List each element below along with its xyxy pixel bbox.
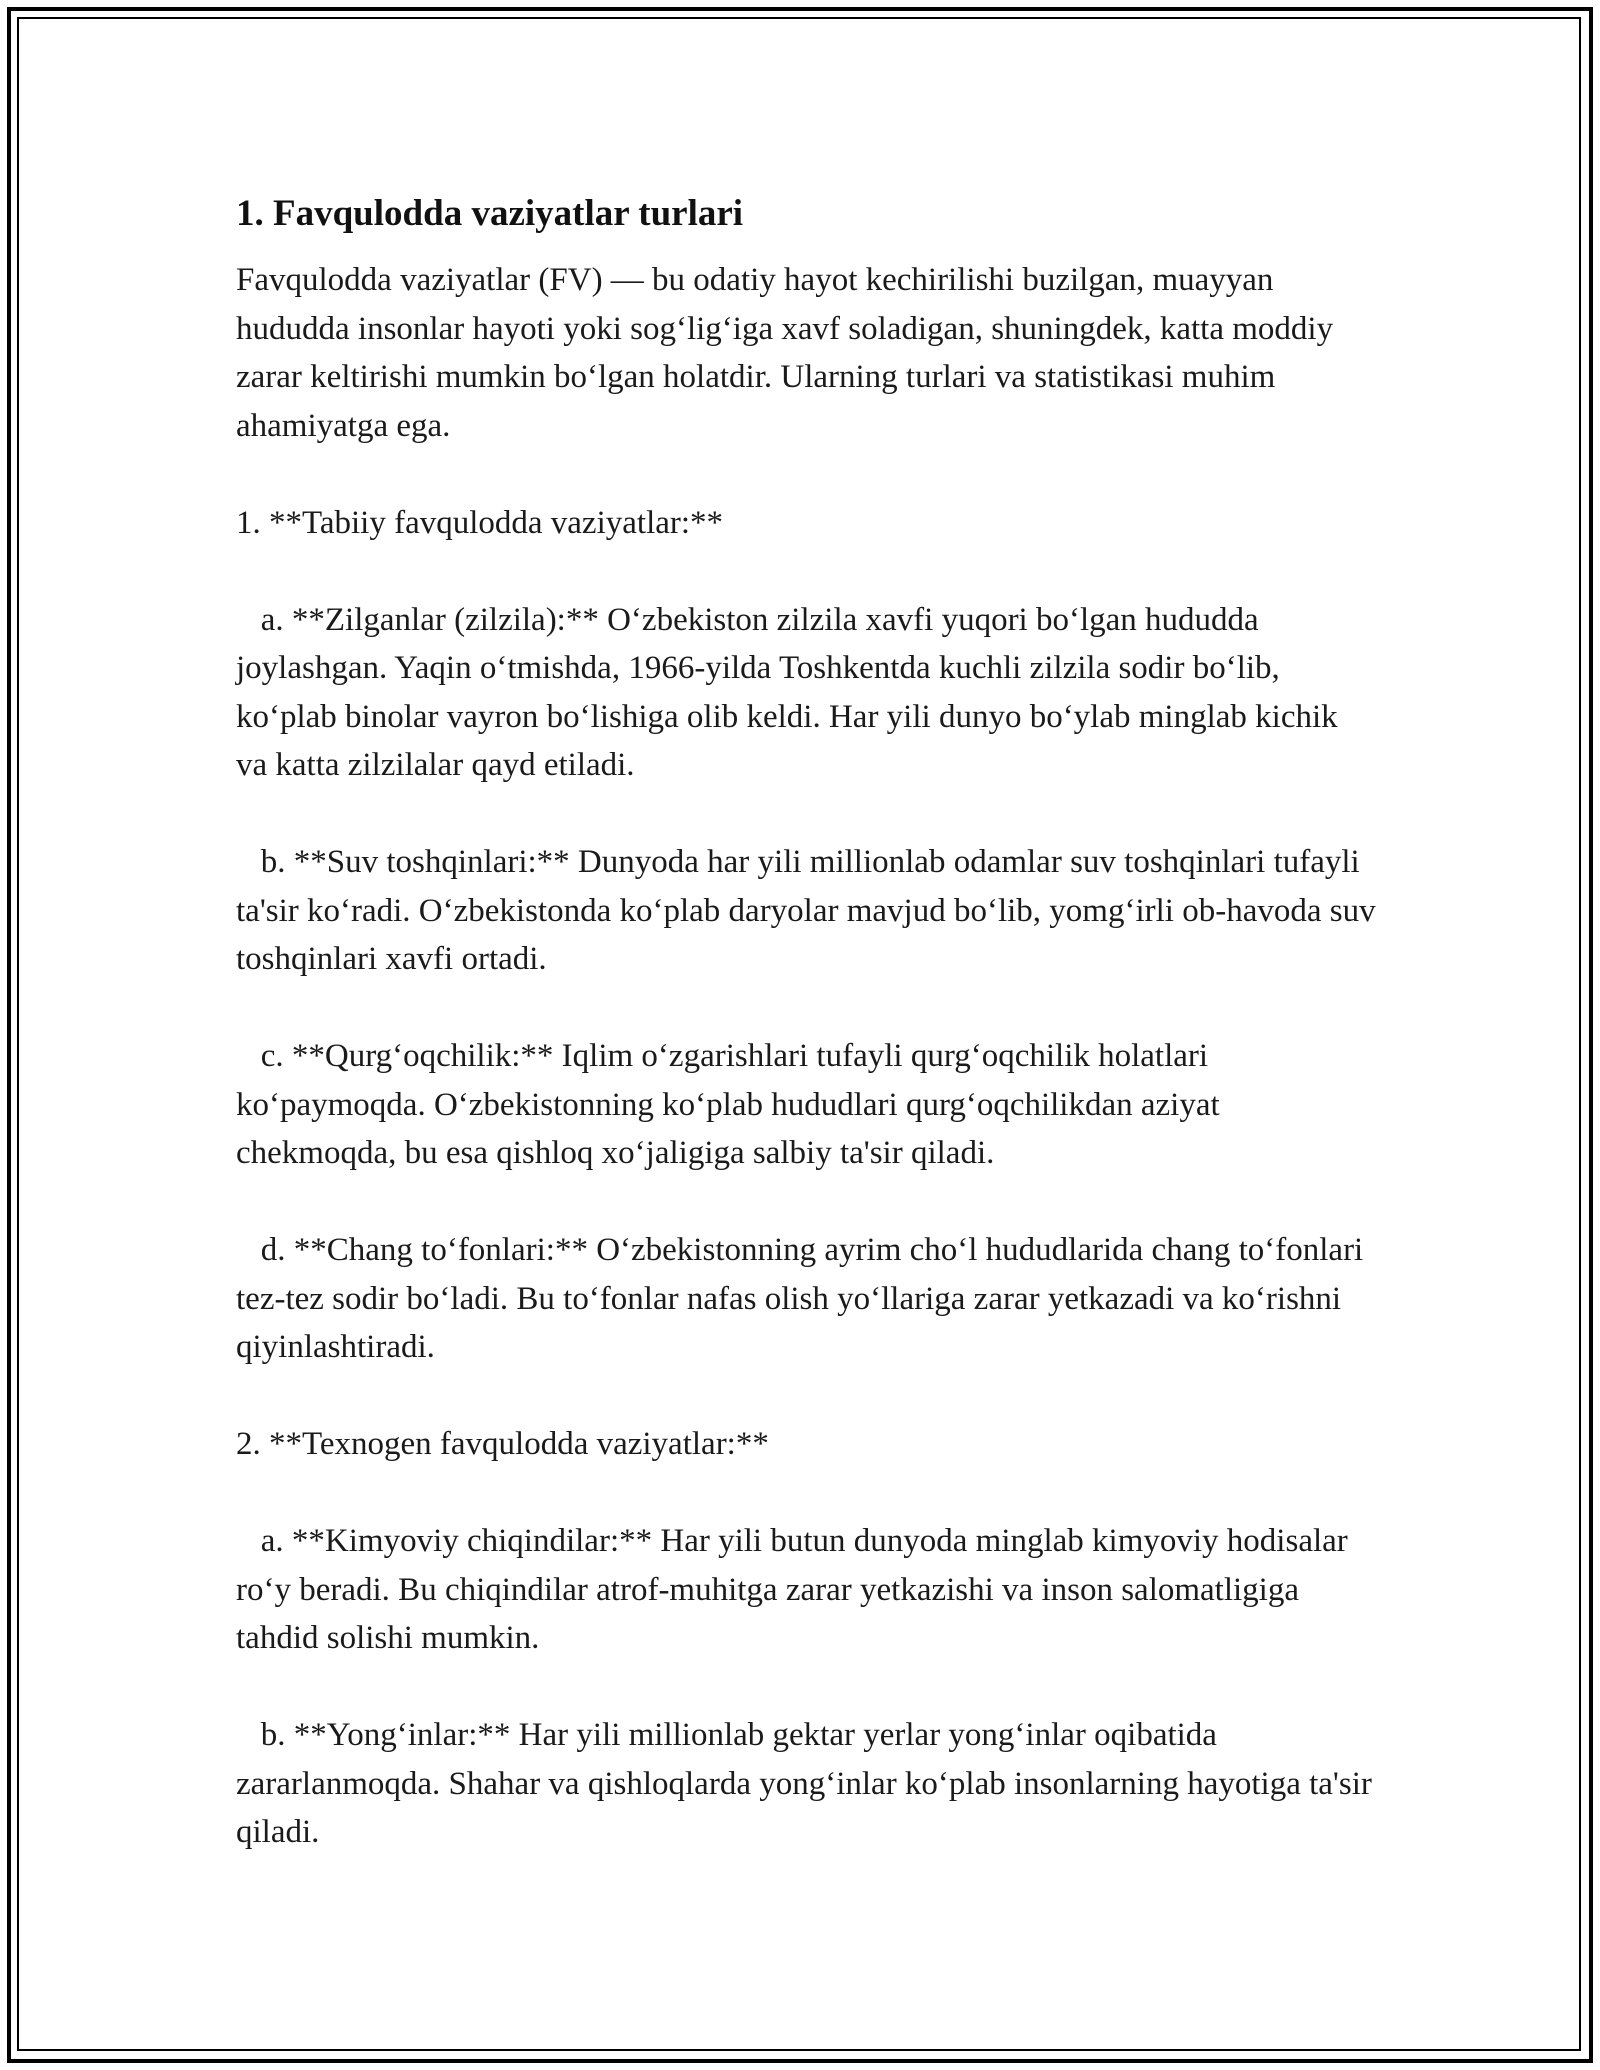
paragraph-spacer (236, 984, 1376, 1033)
paragraph-spacer (236, 450, 1376, 499)
list-item-chemical-waste: a. **Kimyoviy chiqindilar:** Har yili butun dunyoda minglab kimyoviy hodisalar ro‘y beradi. Bu chiqindilar atrof-muhitga zarar yetkazishi va inson salomatligiga tahdid solishi mumkin. (236, 1523, 1357, 1656)
list-item-dust-storms: d. **Chang to‘fonlari:** O‘zbekistonning ayrim cho‘l hududlarida chang to‘fonlari tez-tez sodir bo‘ladi. Bu to‘fonlar nafas olish yo‘llariga zarar yetkazadi va ko‘rishni qiyinlashtiradi. (236, 1232, 1372, 1365)
paragraph-spacer (236, 1372, 1376, 1421)
list-heading-technogenic: 2. **Texnogen favqulodda vaziyatlar:** (236, 1426, 769, 1462)
intro-paragraph: Favqulodda vaziyatlar (FV) — bu odatiy hayot kechirilishi buzilgan, muayyan hududda insonlar hayoti yoki sog‘lig‘iga xavf soladigan, shuningdek, katta moddiy zarar keltirishi mumkin bo‘lgan holatdir. Ularning turlari va statistikasi muhim ahamiyatga ega. (236, 262, 1342, 444)
paragraph-spacer (236, 547, 1376, 596)
paragraph-spacer (236, 790, 1376, 839)
list-item-earthquakes: a. **Zilganlar (zilzila):** O‘zbekiston zilzila xavfi yuqori bo‘lgan hududda joylashgan. Yaqin o‘tmishda, 1966-yilda Toshkentda kuchli zilzila sodir bo‘lib, ko‘plab binolar vayron bo‘lishiga olib keldi. Har yili dunyo bo‘ylab minglab kichik va katta zilzilalar qayd etiladi. (236, 601, 1346, 783)
paragraph-spacer (236, 1178, 1376, 1227)
paragraph-spacer (236, 1469, 1376, 1518)
list-item-fires: b. **Yong‘inlar:** Har yili millionlab gektar yerlar yong‘inlar oqibatida zararlanmoqda. Shahar va qishloqlarda yong‘inlar ko‘plab insonlarning hayotiga ta'sir qiladi. (236, 1717, 1381, 1850)
list-item-drought: c. **Qurg‘oqchilik:** Iqlim o‘zgarishlari tufayli qurg‘oqchilik holatlari ko‘paymoqda. O‘zbekistonning ko‘plab hududlari qurg‘oqchilikdan aziyat chekmoqda, bu esa qishloq xo‘jaligiga salbiy ta'sir qiladi. (236, 1038, 1228, 1171)
section-heading: 1. Favqulodda vaziyatlar turlari (236, 193, 744, 234)
list-heading-natural: 1. **Tabiiy favqulodda vaziyatlar:** (236, 504, 724, 541)
paragraph-spacer (236, 1663, 1376, 1712)
list-item-floods: b. **Suv toshqinlari:** Dunyoda har yili millionlab odamlar suv toshqinlari tufayli ta'sir ko‘radi. O‘zbekistonda ko‘plab daryolar mavjud bo‘lib, yomg‘irli ob-havoda suv toshqinlari xavfi ortadi. (236, 844, 1384, 977)
document-body (236, 186, 1384, 1857)
